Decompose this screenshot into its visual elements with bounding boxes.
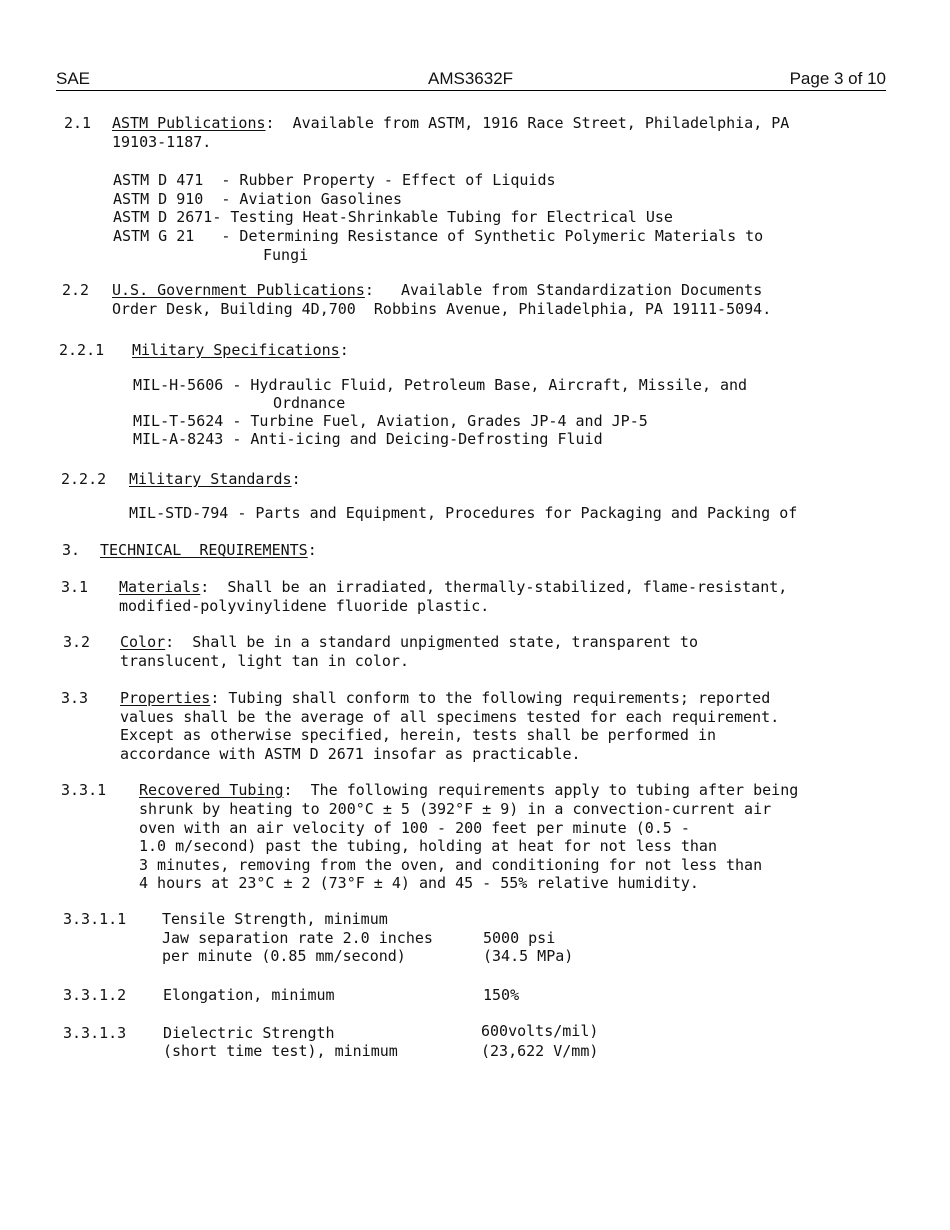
reference-line: Fungi xyxy=(263,246,309,264)
section-text: : Shall be in a standard unpigmented state, transparent to xyxy=(165,633,698,651)
section-text: : Available from ASTM, 1916 Race Street, Philadelphia, PA xyxy=(265,114,790,132)
requirement-number: 3.3.1.3 xyxy=(63,1024,127,1042)
section-number: 3.3 xyxy=(61,689,89,707)
section-colon: : xyxy=(339,341,349,359)
section-heading-line xyxy=(120,689,770,708)
section-text: oven with an air velocity of 100 - 200 feet per minute (0.5 - xyxy=(139,819,690,837)
requirement-number: 3.3.1.2 xyxy=(63,986,127,1004)
section-heading-line xyxy=(112,114,789,133)
section-text: values shall be the average of all specimens tested for each requirement. xyxy=(120,708,780,726)
reference-line: MIL-A-8243 - Anti-icing and Deicing-Defrosting Fluid xyxy=(133,430,603,448)
section-number: 3.2 xyxy=(63,633,91,651)
section-text: : The following requirements apply to tubing after being xyxy=(283,781,799,799)
requirement-property: Elongation, minimum xyxy=(163,986,335,1004)
section-heading-line xyxy=(120,633,698,652)
section-heading-line xyxy=(129,470,301,489)
requirement-property: (short time test), minimum xyxy=(163,1042,398,1060)
section-text: 4 hours at 23°C ± 2 (73°F ± 4) and 45 - 55% relative humidity. xyxy=(139,874,699,892)
section-title: Military Specifications xyxy=(132,341,340,359)
section-text: : Shall be an irradiated, thermally-stabilized, flame-resistant, xyxy=(200,578,788,596)
section-title: U.S. Government Publications xyxy=(112,281,365,299)
header-org: SAE xyxy=(56,69,91,88)
section-number: 2.2.2 xyxy=(61,470,107,488)
section-title: Recovered Tubing xyxy=(139,781,284,799)
requirement-property: Jaw separation rate 2.0 inches xyxy=(162,929,433,947)
page-header xyxy=(56,68,886,91)
section-number: 3.1 xyxy=(61,578,89,596)
requirement-property: per minute (0.85 mm/second) xyxy=(162,947,406,965)
section-heading-line xyxy=(100,541,317,560)
section-text: translucent, light tan in color. xyxy=(120,652,409,670)
section-title: Materials xyxy=(119,578,201,596)
reference-line: MIL-T-5624 - Turbine Fuel, Aviation, Grades JP-4 and JP-5 xyxy=(133,412,648,430)
section-heading-line xyxy=(112,281,762,300)
section-heading-line xyxy=(139,781,798,800)
requirement-value: 600volts/mil) xyxy=(481,1022,599,1040)
reference-line: ASTM D 910 - Aviation Gasolines xyxy=(113,190,402,208)
section-text: 19103-1187. xyxy=(112,133,212,151)
section-heading-line xyxy=(132,341,349,360)
section-title: TECHNICAL REQUIREMENTS xyxy=(100,541,308,559)
reference-line: ASTM D 2671- Testing Heat-Shrinkable Tubing for Electrical Use xyxy=(113,208,673,226)
section-text: accordance with ASTM D 2671 insofar as practicable. xyxy=(120,745,581,763)
requirement-value: (23,622 V/mm) xyxy=(481,1042,599,1060)
reference-line: MIL-STD-794 - Parts and Equipment, Procedures for Packaging and Packing of xyxy=(129,504,798,522)
reference-line: ASTM G 21 - Determining Resistance of Synthetic Polymeric Materials to xyxy=(113,227,764,245)
section-text: 1.0 m/second) past the tubing, holding at heat for not less than xyxy=(139,837,717,855)
section-text: : Available from Standardization Documents xyxy=(364,281,763,299)
section-title: Color xyxy=(120,633,166,651)
section-number: 2.1 xyxy=(64,114,92,132)
requirement-number: 3.3.1.1 xyxy=(63,910,127,928)
reference-line: Ordnance xyxy=(273,394,346,412)
reference-line: MIL-H-5606 - Hydraulic Fluid, Petroleum Base, Aircraft, Missile, and xyxy=(133,376,748,394)
section-title: Properties xyxy=(120,689,211,707)
section-number: 3. xyxy=(62,541,81,559)
section-title: Military Standards xyxy=(129,470,292,488)
section-colon: : xyxy=(307,541,317,559)
requirement-value: 5000 psi xyxy=(483,929,556,947)
requirement-property: Dielectric Strength xyxy=(163,1024,335,1042)
section-colon: : xyxy=(291,470,301,488)
reference-line: ASTM D 471 - Rubber Property - Effect of Liquids xyxy=(113,171,556,189)
section-text: shrunk by heating to 200°C ± 5 (392°F ± 9) in a convection-current air xyxy=(139,800,772,818)
section-heading-line xyxy=(119,578,787,597)
section-number: 2.2.1 xyxy=(59,341,105,359)
section-text: modified-polyvinylidene fluoride plastic. xyxy=(119,597,490,615)
section-number: 2.2 xyxy=(62,281,90,299)
section-text: Except as otherwise specified, herein, tests shall be performed in xyxy=(120,726,717,744)
section-text: : Tubing shall conform to the following requirements; reported xyxy=(210,689,771,707)
section-title: ASTM Publications xyxy=(112,114,266,132)
section-text: Order Desk, Building 4D,700 Robbins Avenue, Philadelphia, PA 19111-5094. xyxy=(112,300,772,318)
requirement-value: (34.5 MPa) xyxy=(483,947,574,965)
requirement-property: Tensile Strength, minimum xyxy=(162,910,388,928)
section-text: 3 minutes, removing from the oven, and conditioning for not less than xyxy=(139,856,763,874)
header-doc-id: AMS3632F xyxy=(428,69,514,88)
header-page-number: Page 3 of 10 xyxy=(789,69,886,88)
requirement-value: 150% xyxy=(483,986,520,1004)
section-number: 3.3.1 xyxy=(61,781,107,799)
